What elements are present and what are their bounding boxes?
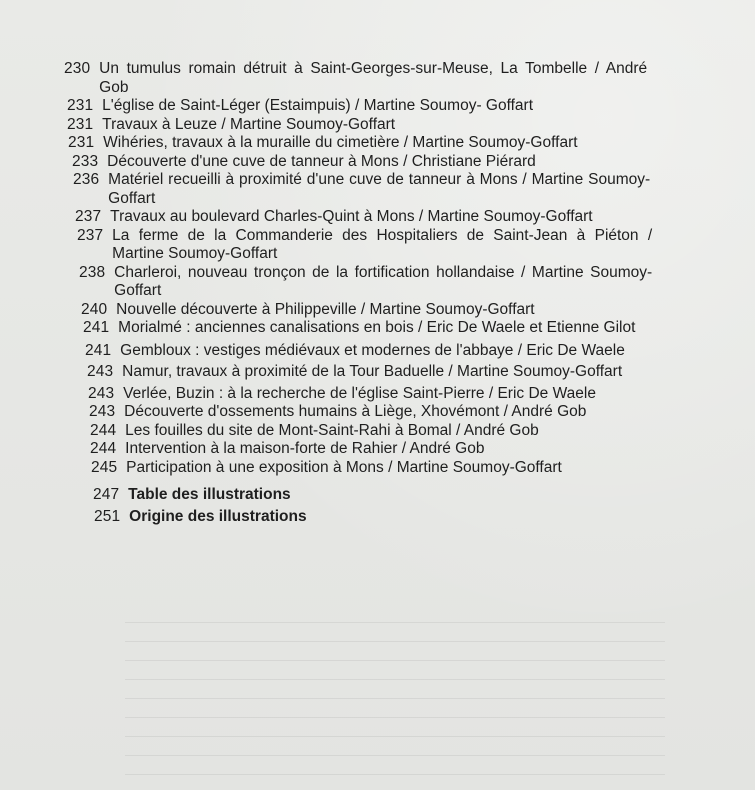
toc-title: Charleroi, nouveau tronçon de la fortification hollandaise / Martine Soumoy-Goffart [114, 263, 653, 299]
toc-page-number: 243 [87, 363, 114, 380]
toc-title: Les fouilles du site de Mont-Saint-Rahi à Bomal / André Gob [125, 421, 539, 439]
toc-page-number: 231 [68, 134, 95, 151]
toc-page-number: 244 [90, 421, 117, 439]
toc-entry [88, 385, 755, 404]
toc-title: Travaux à Leuze / Martine Soumoy-Goffart [102, 115, 396, 133]
toc-page-number: 243 [88, 384, 115, 402]
toc-title: La ferme de la Commanderie des Hospitaliers de Saint-Jean à Piéton / Martine Soumoy-Goffart [112, 226, 653, 262]
toc-entry [90, 440, 755, 459]
toc-page-number: 241 [83, 319, 110, 336]
toc-title: Gembloux : vestiges médiévaux et modernes de l'abbaye / Eric De Waele [120, 341, 625, 359]
toc-entry [91, 459, 755, 478]
show-through-text [125, 610, 665, 780]
toc-title: Table des illustrations [128, 486, 291, 503]
toc-page-number: 241 [85, 341, 112, 359]
toc-title: Nouvelle découverte à Philippeville / Martine Soumoy-Goffart [116, 300, 535, 318]
toc-section [94, 508, 755, 527]
toc-entry [87, 363, 755, 382]
toc-title: Morialmé : anciennes canalisations en bois / Eric De Waele et Etienne Gilot [118, 319, 636, 336]
toc-section [93, 486, 755, 505]
toc-entry [73, 171, 755, 208]
toc-entry [85, 342, 755, 361]
section-gap [0, 477, 755, 486]
toc-entry [68, 134, 755, 153]
toc-page-number: 243 [89, 403, 116, 420]
toc-page-number: 230 [64, 60, 91, 77]
toc-title: L'église de Saint-Léger (Estaimpuis) / Martine Soumoy- Goffart [102, 97, 534, 114]
toc-entry [75, 208, 755, 227]
toc-title: Intervention à la maison-forte de Rahier / André Gob [125, 440, 485, 457]
toc-title: Découverte d'une cuve de tanneur à Mons / Christiane Piérard [107, 152, 536, 170]
toc-page-number: 231 [67, 115, 94, 133]
toc-title: Verlée, Buzin : à la recherche de l'église Saint-Pierre / Eric De Waele [123, 384, 596, 402]
toc-entry [90, 422, 755, 441]
toc-page-number: 247 [93, 486, 120, 503]
toc-page-number: 238 [79, 263, 106, 281]
toc-title: Wihéries, travaux à la muraille du cimetière / Martine Soumoy-Goffart [103, 134, 578, 151]
toc-page-number: 236 [73, 171, 100, 188]
toc-entry [77, 227, 755, 264]
toc-entry [72, 153, 755, 172]
toc-entry [81, 301, 755, 320]
toc-title: Origine des illustrations [129, 507, 307, 525]
toc-page-number: 231 [67, 97, 94, 114]
toc-title: Namur, travaux à proximité de la Tour Baduelle / Martine Soumoy-Goffart [122, 363, 623, 380]
toc-title: Un tumulus romain détruit à Saint-Georges-sur-Meuse, La Tombelle / André Gob [99, 60, 648, 96]
toc-entry [64, 60, 755, 97]
toc-page-number: 240 [81, 300, 108, 318]
toc-title: Découverte d'ossements humains à Liège, Xhovémont / André Gob [124, 403, 587, 420]
toc-page-number: 251 [94, 507, 121, 525]
toc-entry [83, 319, 755, 338]
toc-title: Travaux au boulevard Charles-Quint à Mons / Martine Soumoy-Goffart [110, 208, 593, 225]
toc-entry [67, 116, 755, 135]
table-of-contents [0, 60, 755, 526]
toc-entry [89, 403, 755, 422]
toc-title: Matériel recueilli à proximité d'une cuve de tanneur à Mons / Martine Soumoy-Goffart [108, 171, 651, 207]
toc-page-number: 244 [90, 440, 117, 457]
toc-entry [67, 97, 755, 116]
toc-page-number: 237 [75, 208, 102, 225]
toc-entry [79, 264, 755, 301]
toc-title: Participation à une exposition à Mons / Martine Soumoy-Goffart [126, 458, 562, 476]
toc-page-number: 245 [91, 458, 118, 476]
toc-page-number: 237 [77, 226, 104, 244]
toc-page-number: 233 [72, 152, 99, 170]
